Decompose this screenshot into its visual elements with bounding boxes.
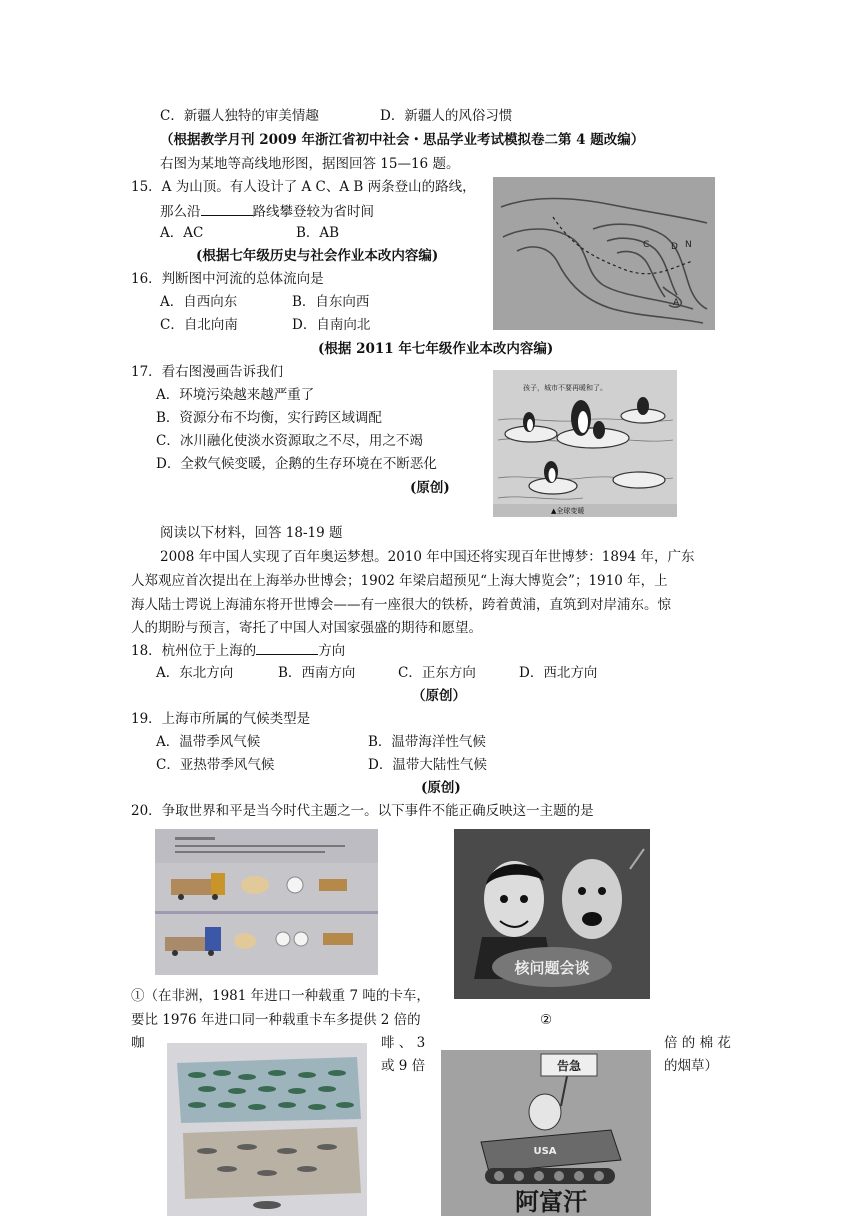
- q20-caption-1-line-1: ①（在非洲，1981 年进口一种载重 7 吨的卡车，: [131, 988, 430, 1004]
- q14-option-d: D．新疆人的风俗习惯: [380, 108, 513, 124]
- q17-option-c: C．冰川融化使淡水资源取之不尽，用之不竭: [156, 433, 423, 449]
- reading-intro: 阅读以下材料，回答 18-19 题: [160, 525, 343, 541]
- q17-option-a: A．环境污染越来越严重了: [156, 387, 315, 403]
- cartoon-caption: ▲全球变暖: [551, 507, 585, 515]
- q18-source: （原创）: [412, 688, 466, 704]
- svg-text:D: D: [671, 242, 678, 252]
- q15-option-b: B．AB: [296, 225, 340, 241]
- q15-stem-line2: 那么沿 路线攀登较为省时间: [160, 201, 374, 221]
- map-intro: 右图为某地等高线地形图，据图回答 15—16 题。: [160, 156, 460, 172]
- q19-stem: 19．上海市所属的气候类型是: [131, 711, 311, 727]
- q16-option-a: A．自西向东: [160, 294, 238, 310]
- q19-option-a: A．温带季风气候: [156, 734, 261, 750]
- q16-option-b: B．自东向西: [292, 294, 370, 310]
- q20-caption-1-line-4a: 或 9 倍: [381, 1058, 426, 1074]
- contour-map-image: [493, 177, 715, 330]
- global-warming-cartoon: [493, 370, 677, 517]
- q19-option-c: C．亚热带季风气候: [156, 757, 275, 773]
- q18-option-b: B．西南方向: [278, 665, 356, 681]
- q18-option-c: C．正东方向: [398, 665, 476, 681]
- q20-caption-1-line-3c: 倍 的 棉 花: [664, 1035, 731, 1051]
- q15-source: (根据七年级历史与社会作业本改内容编): [196, 248, 439, 264]
- q14-source: （根据教学月刊 2009 年浙江省初中社会・思品学业考试模拟卷二第 4 题改编）: [160, 132, 645, 148]
- q16-source: (根据 2011 年七年级作业本改内容编): [318, 341, 554, 357]
- reading-paragraph-line-2: 人郑观应首次提出在上海举办世博会；1902 年梁启超预见“上海大博览会”；1910 年，上: [131, 573, 668, 589]
- photo-nuclear-talks-cartoon: [454, 829, 650, 999]
- photo-fish-poster: [167, 1043, 367, 1216]
- photo-tank-cartoon: [441, 1050, 651, 1216]
- afghanistan-label: 阿富汗: [515, 1188, 587, 1216]
- q20-caption-1-line-3a: 咖: [131, 1035, 145, 1051]
- q15-option-a: A．AC: [160, 225, 204, 241]
- cartoon-speech-bubble: 孩子，城市不要再暖和了。: [523, 384, 607, 392]
- q17-stem: 17．看右图漫画告诉我们: [131, 364, 284, 380]
- tank-sign: 告急: [556, 1059, 582, 1073]
- svg-text:A: A: [673, 298, 680, 308]
- q16-option-c: C．自北向南: [160, 317, 238, 333]
- q20-caption-1-line-3b: 啡 、 3: [381, 1035, 426, 1051]
- q15-stem: 15．A 为山顶。有人设计了 A C、A B 两条登山的路线，: [131, 179, 476, 195]
- q19-source: (原创): [421, 780, 461, 796]
- tank-label: USA: [533, 1146, 557, 1157]
- reading-paragraph-line-4: 人的期盼与预言，寄托了中国人对国家强盛的期待和愿望。: [131, 620, 482, 636]
- q16-option-d: D．自南向北: [292, 317, 371, 333]
- q18-stem: 18．杭州位于上海的 方向: [131, 640, 345, 660]
- q19-option-d: D．温带大陆性气候: [368, 757, 487, 773]
- talks-banner: 核问题会谈: [514, 959, 590, 977]
- svg-text:N: N: [685, 240, 692, 250]
- q20-caption-1-line-2: 要比 1976 年进口同一种载重卡车多提供 2 倍的: [131, 1012, 421, 1028]
- q18-option-d: D．西北方向: [519, 665, 598, 681]
- svg-text:C: C: [643, 240, 650, 250]
- photo-truck-trade: [155, 829, 378, 975]
- q20-caption-1-line-4b: 的烟草）: [664, 1058, 718, 1074]
- q20-stem: 20．争取世界和平是当今时代主题之一。以下事件不能正确反映这一主题的是: [131, 803, 594, 819]
- q18-option-a: A．东北方向: [156, 665, 234, 681]
- q17-option-b: B．资源分布不均衡，实行跨区域调配: [156, 410, 382, 426]
- q16-stem: 16．判断图中河流的总体流向是: [131, 271, 324, 287]
- q20-caption-2: ②: [540, 1012, 553, 1028]
- reading-paragraph-line-3: 海人陆士谔说上海浦东将开世博会——有一座很大的铁桥，跨着黄浦，直筑到对岸浦东。惊: [131, 597, 671, 613]
- q14-option-c: C．新疆人独特的审美情趣: [160, 108, 319, 124]
- q17-source: (原创): [410, 480, 450, 496]
- reading-paragraph-line-1: 2008 年中国人实现了百年奥运梦想。2010 年中国还将实现百年世博梦：1894 年，广东: [160, 549, 695, 565]
- q17-option-d: D．全救气候变暖，企鹅的生存环境在不断恶化: [156, 456, 437, 472]
- q19-option-b: B．温带海洋性气候: [368, 734, 486, 750]
